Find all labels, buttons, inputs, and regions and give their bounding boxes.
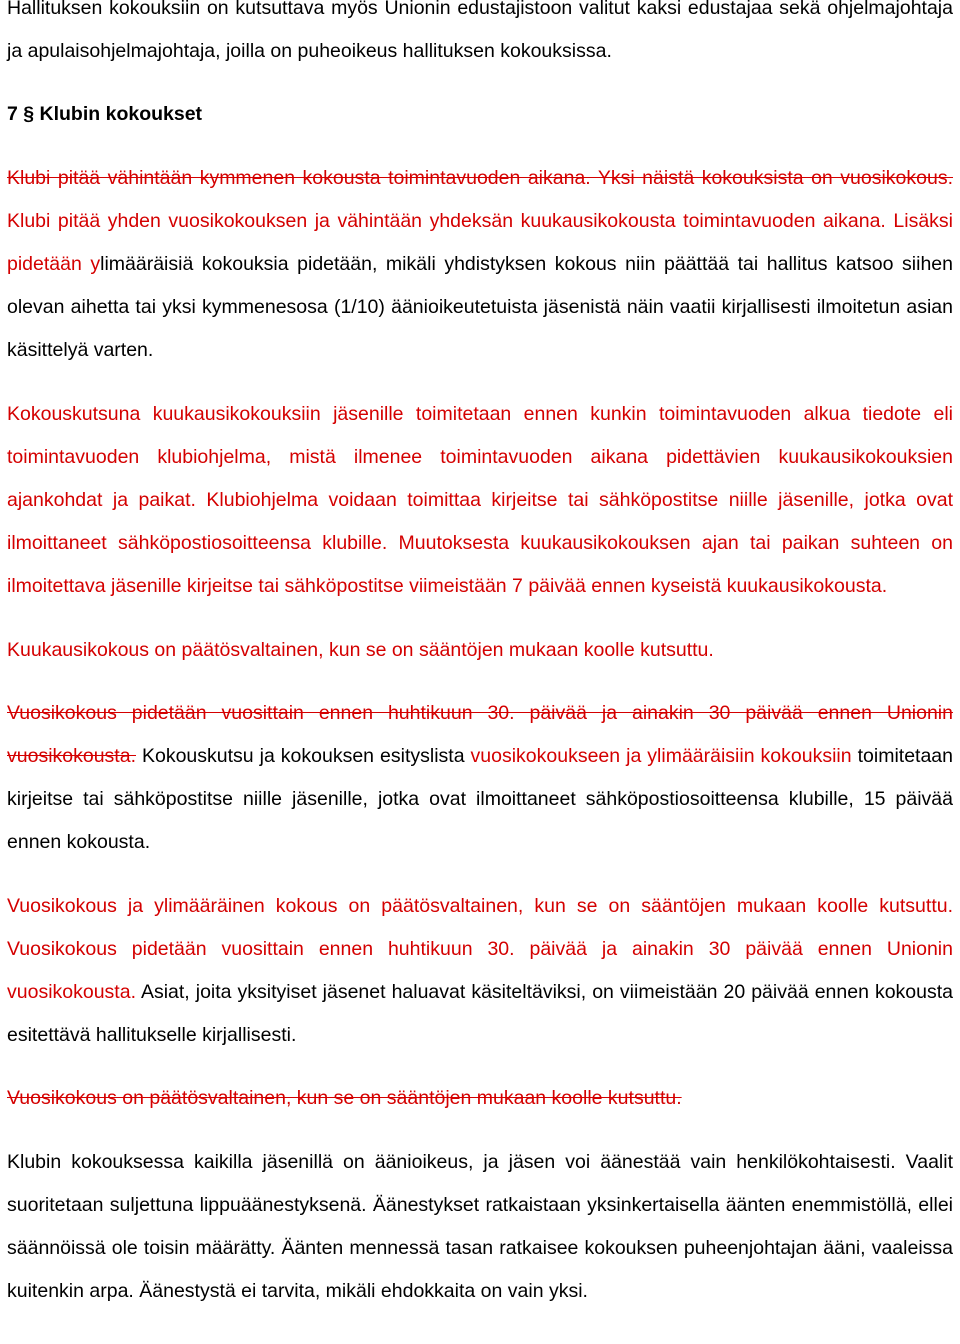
section-heading: 7 § Klubin kokoukset	[7, 103, 203, 126]
inserted-text: Vuosikokous ja ylimääräinen kokous on päätösvaltainen, kun se on sääntöjen mukaan koolle kutsuttu. Vuosikokous pidetään vuosittain ennen huhtikuun 30. päivää ja ainakin 30 päivää ennen Unionin vuosikokousta.	[7, 894, 953, 1004]
inserted-text: Klubi pitää yhden vuosikokouksen ja vähintään yhdeksän kuukausikokousta toimintavuoden aikana. Lisäksi pidetään y	[7, 209, 953, 276]
paragraph-annual-quorum	[7, 885, 953, 1058]
inserted-text: vuosikokoukseen ja ylimääräisiin kokouksiin	[470, 745, 852, 768]
body-text: toimitetaan kirjeitse tai sähköpostitse niille jäsenille, jotka ovat ilmoittaneet sähköpostiosoitteensa klubille, 15 päivää ennen kokousta.	[7, 745, 953, 854]
paragraph-annual-invitation	[7, 692, 953, 865]
deleted-text: Vuosikokous pidetään vuosittain ennen huhtikuun 30. päivää ja ainakin 30 päivää ennen Unionin vuosikokousta.	[7, 701, 953, 768]
body-text: limääräisiä kokouksia pidetään, mikäli yhdistyksen kokous niin päättää tai hallitus katsoo siihen olevan aihetta tai yksi kymmenesosa (1/10) äänioikeutetuista jäsenistä näin vaatii kirjallisesti ilmoitetun asian käsittelyä varten.	[7, 253, 953, 362]
paragraph-meeting-count	[7, 157, 953, 373]
inserted-text: Kokouskutsuna kuukausikokouksiin jäsenille toimitetaan ennen kunkin toimintavuoden alkua tiedote eli toimintavuoden klubiohjelma, mistä ilmenee toimintavuoden aikana pidettävien kuukausikokouksien ajankohdat ja paikat. Klubiohjelma voidaan toimittaa kirjeitse tai sähköpostitse niille jäsenille, jotka ovat ilmoittaneet sähköpostiosoitteensa klubille. Muutoksesta kuukausikokouksen ajan tai paikan suhteen on ilmoitettava jäsenille kirjeitse tai sähköpostitse viimeistään 7 päivää ennen kyseistä kuukausikokousta.	[7, 402, 953, 598]
body-text: Asiat, joita yksityiset jäsenet haluavat käsiteltäviksi, on viimeistään 20 päivää ennen kokousta esitettävä hallitukselle kirjallisesti.	[7, 981, 953, 1047]
body-text: Kokouskutsu ja kokouksen esityslista	[136, 745, 471, 768]
document-page	[7, 0, 953, 1313]
paragraph-voting: Klubin kokouksessa kaikilla jäsenillä on äänioikeus, ja jäsen voi äänestää vain henkilökohtaisesti. Vaalit suoritetaan suljettuna lippuäänestyksenä. Äänestykset ratkaistaan yksinkertaisella äänten enemmistöllä, ellei säännöissä ole toisin määrätty. Äänten mennessä tasan ratkaisee kokouksen puheenjohtajan ääni, vaaleissa kuitenkin arpa. Äänestystä ei tarvita, mikäli ehdokkaita on vain yksi.	[7, 1150, 953, 1303]
paragraph-board-meetings: Hallituksen kokouksiin on kutsuttava myös Unionin edustajistoon valitut kaksi edustajaa sekä ohjelmajohtaja ja apulaisohjelmajohtaja, joilla on puheoikeus hallituksen kokouksissa.	[7, 0, 953, 63]
paragraph-monthly-invitation	[7, 393, 953, 609]
paragraph-monthly-quorum	[7, 629, 953, 672]
inserted-text: Kuukausikokous on päätösvaltainen, kun se on sääntöjen mukaan koolle kutsuttu.	[7, 638, 714, 661]
deleted-text: Vuosikokous on päätösvaltainen, kun se on sääntöjen mukaan koolle kutsuttu.	[7, 1087, 682, 1110]
deleted-text: Klubi pitää vähintään kymmenen kokousta toimintavuoden aikana. Yksi näistä kokouksista on vuosikokous.	[7, 166, 953, 189]
paragraph-deleted-quorum	[7, 1077, 953, 1120]
